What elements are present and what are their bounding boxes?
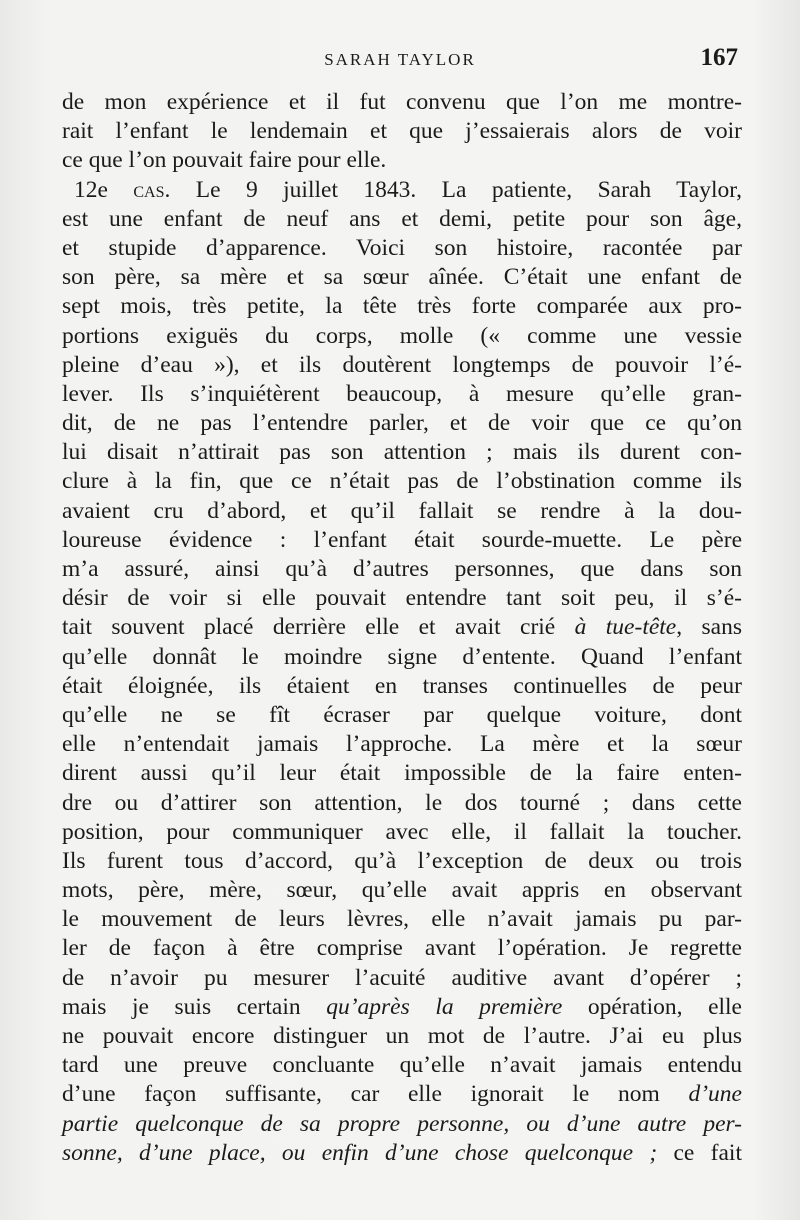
text-line: dre ou d’attirer son attention, le dos tourné ; dans cette xyxy=(62,789,742,816)
text-line: pleine d’eau »), et ils doutèrent longtemps de pouvoir l’é- xyxy=(62,351,742,378)
text-line: ce que l’on pouvait faire pour elle. xyxy=(62,147,387,174)
text-line xyxy=(62,993,742,1022)
case-date-text: Le 9 juillet 1843. La patiente, Sarah Taylor, xyxy=(170,176,742,203)
text-line: lever. Ils s’inquiétèrent beaucoup, à mesure qu’elle gran- xyxy=(62,380,742,407)
text-line: de n’avoir pu mesurer l’acuité auditive avant d’opérer ; xyxy=(62,964,742,991)
text-line: loureuse évidence : l’enfant était sourde-muette. Le père xyxy=(62,526,742,553)
text-line: ler de façon à être comprise avant l’opération. Je regrette xyxy=(62,935,742,962)
text-line-case-heading xyxy=(62,176,742,205)
text-line: m’a assuré, ainsi qu’à d’autres personnes, que dans son xyxy=(62,556,742,582)
text-line: elle n’entendait jamais l’approche. La mère et la sœur xyxy=(62,731,742,758)
text-line: était éloignée, ils étaient en transes continuelles de peur xyxy=(62,672,742,699)
text-span: d’une façon suffisante, car elle ignorait le nom xyxy=(62,1081,689,1108)
text-line: avaient cru d’abord, et qu’il fallait se rendre à la dou- xyxy=(62,497,742,524)
text-line: clure à la fin, que ce n’était pas de l’obstination comme ils xyxy=(62,468,742,495)
text-line: qu’elle ne se fît écraser par quelque voiture, dont xyxy=(62,701,742,728)
text-line xyxy=(62,1080,742,1109)
text-line: position, pour communiquer avec elle, il fallait la toucher. xyxy=(62,818,742,845)
case-number: 12e xyxy=(74,176,108,203)
text-line: le mouvement de leurs lèvres, elle n’avait jamais pu par- xyxy=(62,906,742,933)
case-label: cas. xyxy=(133,176,171,203)
paragraph-case-12 xyxy=(62,176,742,1168)
text-line xyxy=(62,1139,742,1168)
italic-phrase: partie quelconque de sa propre personne, ou d’une autre per- xyxy=(62,1110,742,1137)
text-line: dit, de ne pas l’entendre parler, et de voir que ce qu’on xyxy=(62,410,742,437)
italic-phrase: d’une xyxy=(688,1081,742,1108)
italic-phrase: sonne, d’une place, ou enfin d’une chose quelconque ; xyxy=(62,1139,658,1166)
body-text xyxy=(62,88,742,1168)
running-head: SARAH TAYLOR xyxy=(324,50,476,69)
paragraph-continuation xyxy=(62,88,742,176)
text-line: son père, sa mère et sa sœur aînée. C’était une enfant de xyxy=(62,264,742,291)
text-line: Ils furent tous d’accord, qu’à l’exception de deux ou trois xyxy=(62,847,742,874)
text-span: mais je suis certain xyxy=(62,993,327,1020)
text-span: tait souvent placé derrière elle et avait crié xyxy=(62,614,575,641)
text-span: ce fait xyxy=(657,1139,742,1166)
text-line: tard une preuve concluante qu’elle n’avait jamais entendu xyxy=(62,1052,742,1079)
text-line: qu’elle donnât le moindre signe d’entente. Quand l’enfant xyxy=(62,643,742,670)
page-header xyxy=(60,44,740,78)
text-line: ne pouvait encore distinguer un mot de l’autre. J’ai eu plus xyxy=(62,1023,742,1049)
text-line: mots, père, mère, sœur, qu’elle avait appris en observant xyxy=(62,877,742,904)
italic-phrase: à tue-tête xyxy=(574,614,677,641)
text-line xyxy=(62,613,742,642)
text-line: sept mois, très petite, la tête très forte comparée aux pro- xyxy=(62,293,742,320)
text-line: et stupide d’apparence. Voici son histoire, racontée par xyxy=(62,234,742,261)
page-number: 167 xyxy=(700,44,738,71)
text-line: portions exiguës du corps, molle (« comme une vessie xyxy=(62,322,742,349)
text-span: , sans xyxy=(676,614,742,641)
text-line: désir de voir si elle pouvait entendre tant soit peu, il s’é- xyxy=(62,585,742,612)
italic-phrase: qu’après la première xyxy=(326,993,563,1020)
text-line: dirent aussi qu’il leur était impossible de la faire enten- xyxy=(62,760,742,787)
text-line-italic xyxy=(62,1110,742,1139)
text-span: opération, elle xyxy=(562,993,742,1020)
text-line: est une enfant de neuf ans et demi, petite pour son âge, xyxy=(62,205,742,232)
text-line: rait l’enfant le lendemain et que j’essaierais alors de voir xyxy=(62,118,742,145)
text-line: de mon expérience et il fut convenu que l’on me montre- xyxy=(62,89,742,115)
text-line: lui disait n’attirait pas son attention ; mais ils durent con- xyxy=(62,439,742,466)
